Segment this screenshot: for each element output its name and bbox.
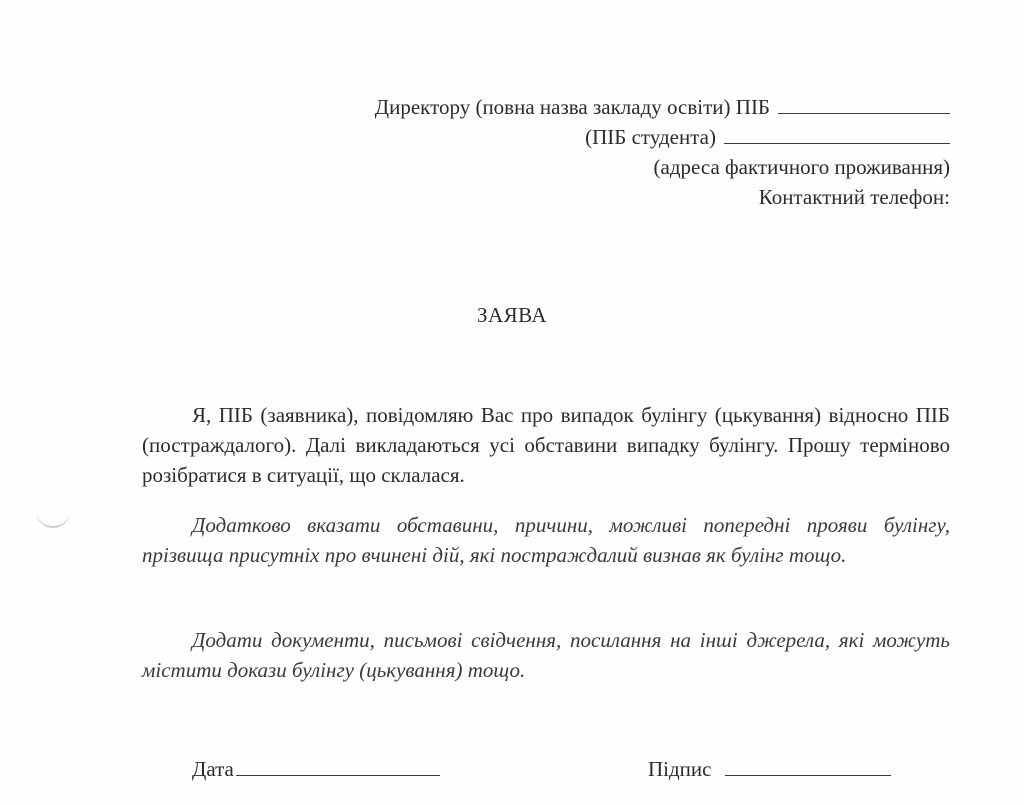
statement-paragraph: Я, ПІБ (заявника), повідомляю Вас про випадок булінгу (цькування) відносно ПІБ (постраждалого). Далі викладаються усі обставини випадку булінгу. Прошу терміново розібратися в ситуації, що склалася. xyxy=(142,403,950,487)
document-title: ЗАЯВА xyxy=(476,303,548,327)
addressee-student-text: (ПІБ студента) xyxy=(585,125,716,149)
addressee-director-text: Директору (повна назва закладу освіти) ПІБ xyxy=(374,95,770,119)
addressee-line-director xyxy=(250,92,950,122)
addressee-block xyxy=(250,92,950,212)
date-blank xyxy=(236,757,440,776)
addressee-line-address: (адреса фактичного проживання) xyxy=(653,155,950,179)
director-name-blank xyxy=(778,95,950,114)
date-label: Дата xyxy=(192,757,234,781)
signature-blank xyxy=(725,757,891,776)
instruction-documents-paragraph: Додати документи, письмові свідчення, посилання на інші джерела, які можуть містити докази булінгу (цькування) тощо. xyxy=(142,628,950,682)
punch-hole-mark xyxy=(36,508,70,528)
signature-label: Підпис xyxy=(648,757,712,781)
date-field xyxy=(192,757,440,782)
addressee-line-student xyxy=(250,122,950,152)
signature-field xyxy=(648,757,891,782)
student-name-blank xyxy=(724,125,950,144)
instruction-circumstances-paragraph: Додатково вказати обставини, причини, можливі попередні прояви булінгу, прізвища присутніх про вчинені дій, які постраждалий визнав як булінг тощо. xyxy=(142,513,950,567)
addressee-line-phone: Контактний телефон: xyxy=(758,185,950,209)
